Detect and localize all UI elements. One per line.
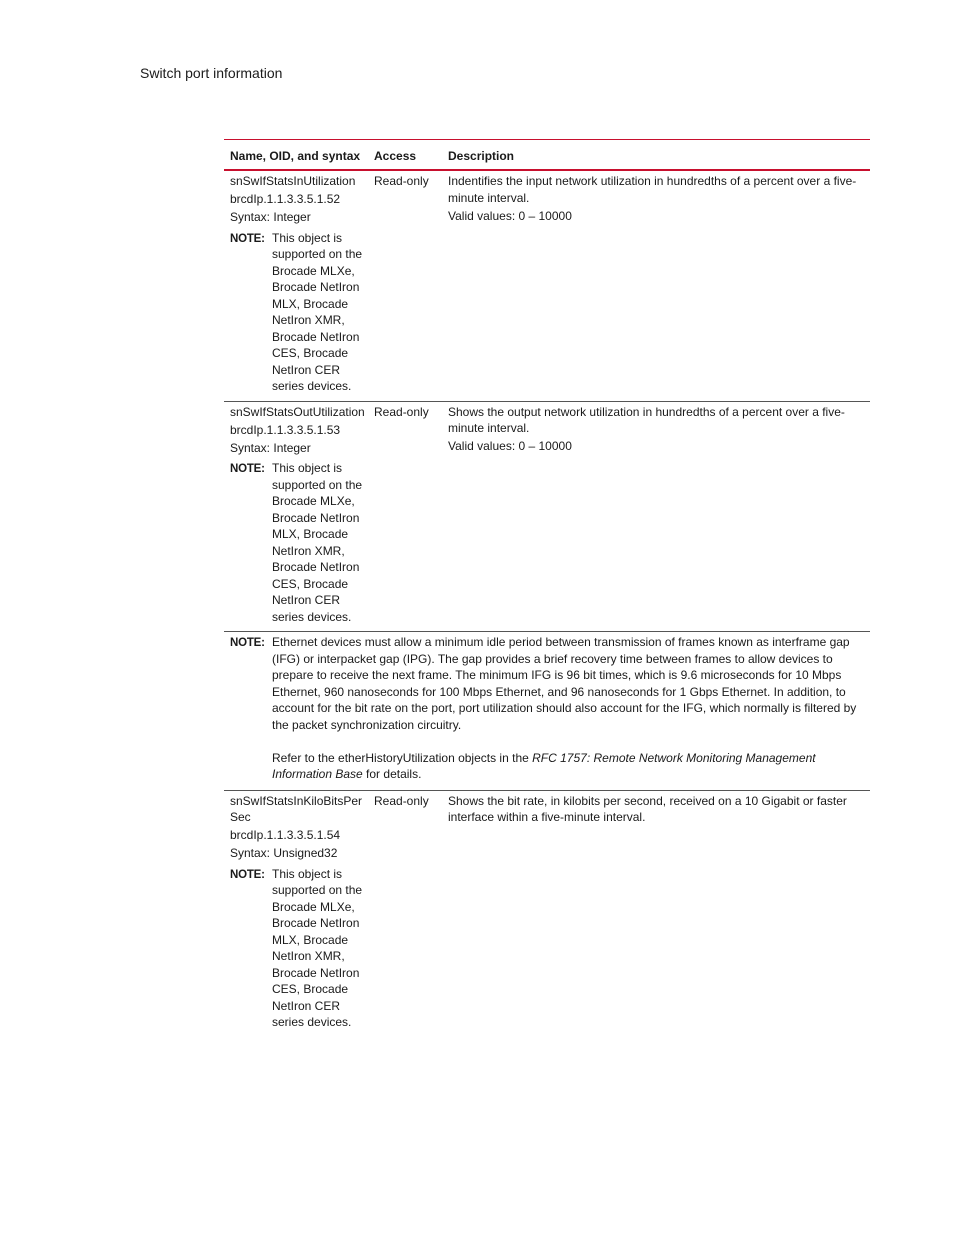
description-text: Shows the bit rate, in kilobits per second, received on a 10 Gigabit or faster interface within a five-minute interval.: [448, 793, 847, 824]
table-header: [224, 140, 870, 171]
description-cell: [448, 404, 870, 626]
object-name-cell: [224, 793, 374, 1031]
object-syntax: Syntax: Unsigned32: [230, 846, 338, 860]
object-oid: brcdIp.1.1.3.3.5.1.53: [230, 422, 341, 437]
access-cell: Read-only: [374, 793, 429, 808]
object-oid: brcdIp.1.1.3.3.5.1.54: [230, 828, 341, 842]
rfc-reference-prefix: Refer to the etherHistoryUtilization objects in the: [272, 750, 533, 765]
rfc-reference-title: RFC 1757: Remote Network Monitoring Management Information Base: [272, 750, 816, 781]
object-name: snSwIfStatsInUtilization: [230, 174, 356, 188]
note-text: This object is supported on the Brocade MLXe, Brocade NetIron MLX, Brocade NetIron XMR, Brocade NetIron CES, Brocade NetIron CER series devices.: [272, 461, 363, 624]
description-cell: [448, 793, 870, 1031]
description-text: Indentifies the input network utilization in hundredths of a percent over a five-minute interval.: [448, 174, 857, 205]
note-text: This object is supported on the Brocade MLXe, Brocade NetIron MLX, Brocade NetIron XMR, Brocade NetIron CES, Brocade NetIron CER series devices.: [272, 866, 363, 1029]
note-label: NOTE:: [230, 868, 265, 881]
valid-values: Valid values: 0 – 10000: [448, 208, 572, 223]
note-label: NOTE:: [230, 232, 265, 245]
mib-object-table: [224, 139, 870, 1037]
object-oid: brcdIp.1.1.3.3.5.1.52: [230, 192, 341, 206]
note-label: NOTE:: [230, 637, 265, 649]
table-row: [224, 402, 870, 633]
description-text: Shows the output network utilization in hundredths of a percent over a five-minute interval.: [448, 404, 845, 435]
rfc-reference-suffix: for details.: [362, 767, 422, 781]
object-syntax: Syntax: Integer: [230, 210, 311, 224]
column-header-access: Access: [374, 148, 417, 163]
description-cell: [448, 173, 870, 395]
note-text: This object is supported on the Brocade MLXe, Brocade NetIron MLX, Brocade NetIron XMR, Brocade NetIron CES, Brocade NetIron CER series devices.: [272, 230, 363, 393]
object-syntax: Syntax: Integer: [230, 440, 311, 455]
column-header-name: Name, OID, and syntax: [230, 148, 361, 163]
page-header-title: Switch port information: [140, 65, 283, 81]
ethernet-ifg-note: [224, 632, 870, 791]
access-cell: Read-only: [374, 174, 429, 188]
object-name: snSwIfStatsOutUtilization: [230, 404, 365, 419]
access-cell: Read-only: [374, 404, 429, 419]
column-header-description: Description: [448, 148, 515, 163]
table-row: [224, 171, 870, 402]
object-name-cell: [224, 404, 374, 626]
note-label: NOTE:: [230, 463, 265, 475]
object-note: [230, 866, 372, 1031]
ifg-note-paragraph: Ethernet devices must allow a minimum idle period between transmission of frames known as interframe gap (IFG) or interpacket gap (IPG). The gap provides a brief recovery time between frames to allow devices to prepare to receive the next frame. The minimum IFG is 96 bit times, which is 9.6 microseconds for 10 Mbps Ethernet, 960 nanoseconds for 100 Mbps Ethernet, and 96 nanoseconds for 1 Gbps Ethernet. In addition, to account for the bit rate on the port, port utilization should also account for the IFG, which normally is filtered by the packet synchronization circuitry.: [272, 635, 857, 732]
table-row: [224, 791, 870, 1037]
object-note: [230, 230, 372, 395]
object-name-cell: [224, 173, 374, 395]
object-name: snSwIfStatsInKiloBitsPer Sec: [230, 793, 363, 824]
rfc-reference: [272, 750, 864, 783]
object-note: [230, 460, 372, 625]
valid-values: Valid values: 0 – 10000: [448, 439, 572, 453]
